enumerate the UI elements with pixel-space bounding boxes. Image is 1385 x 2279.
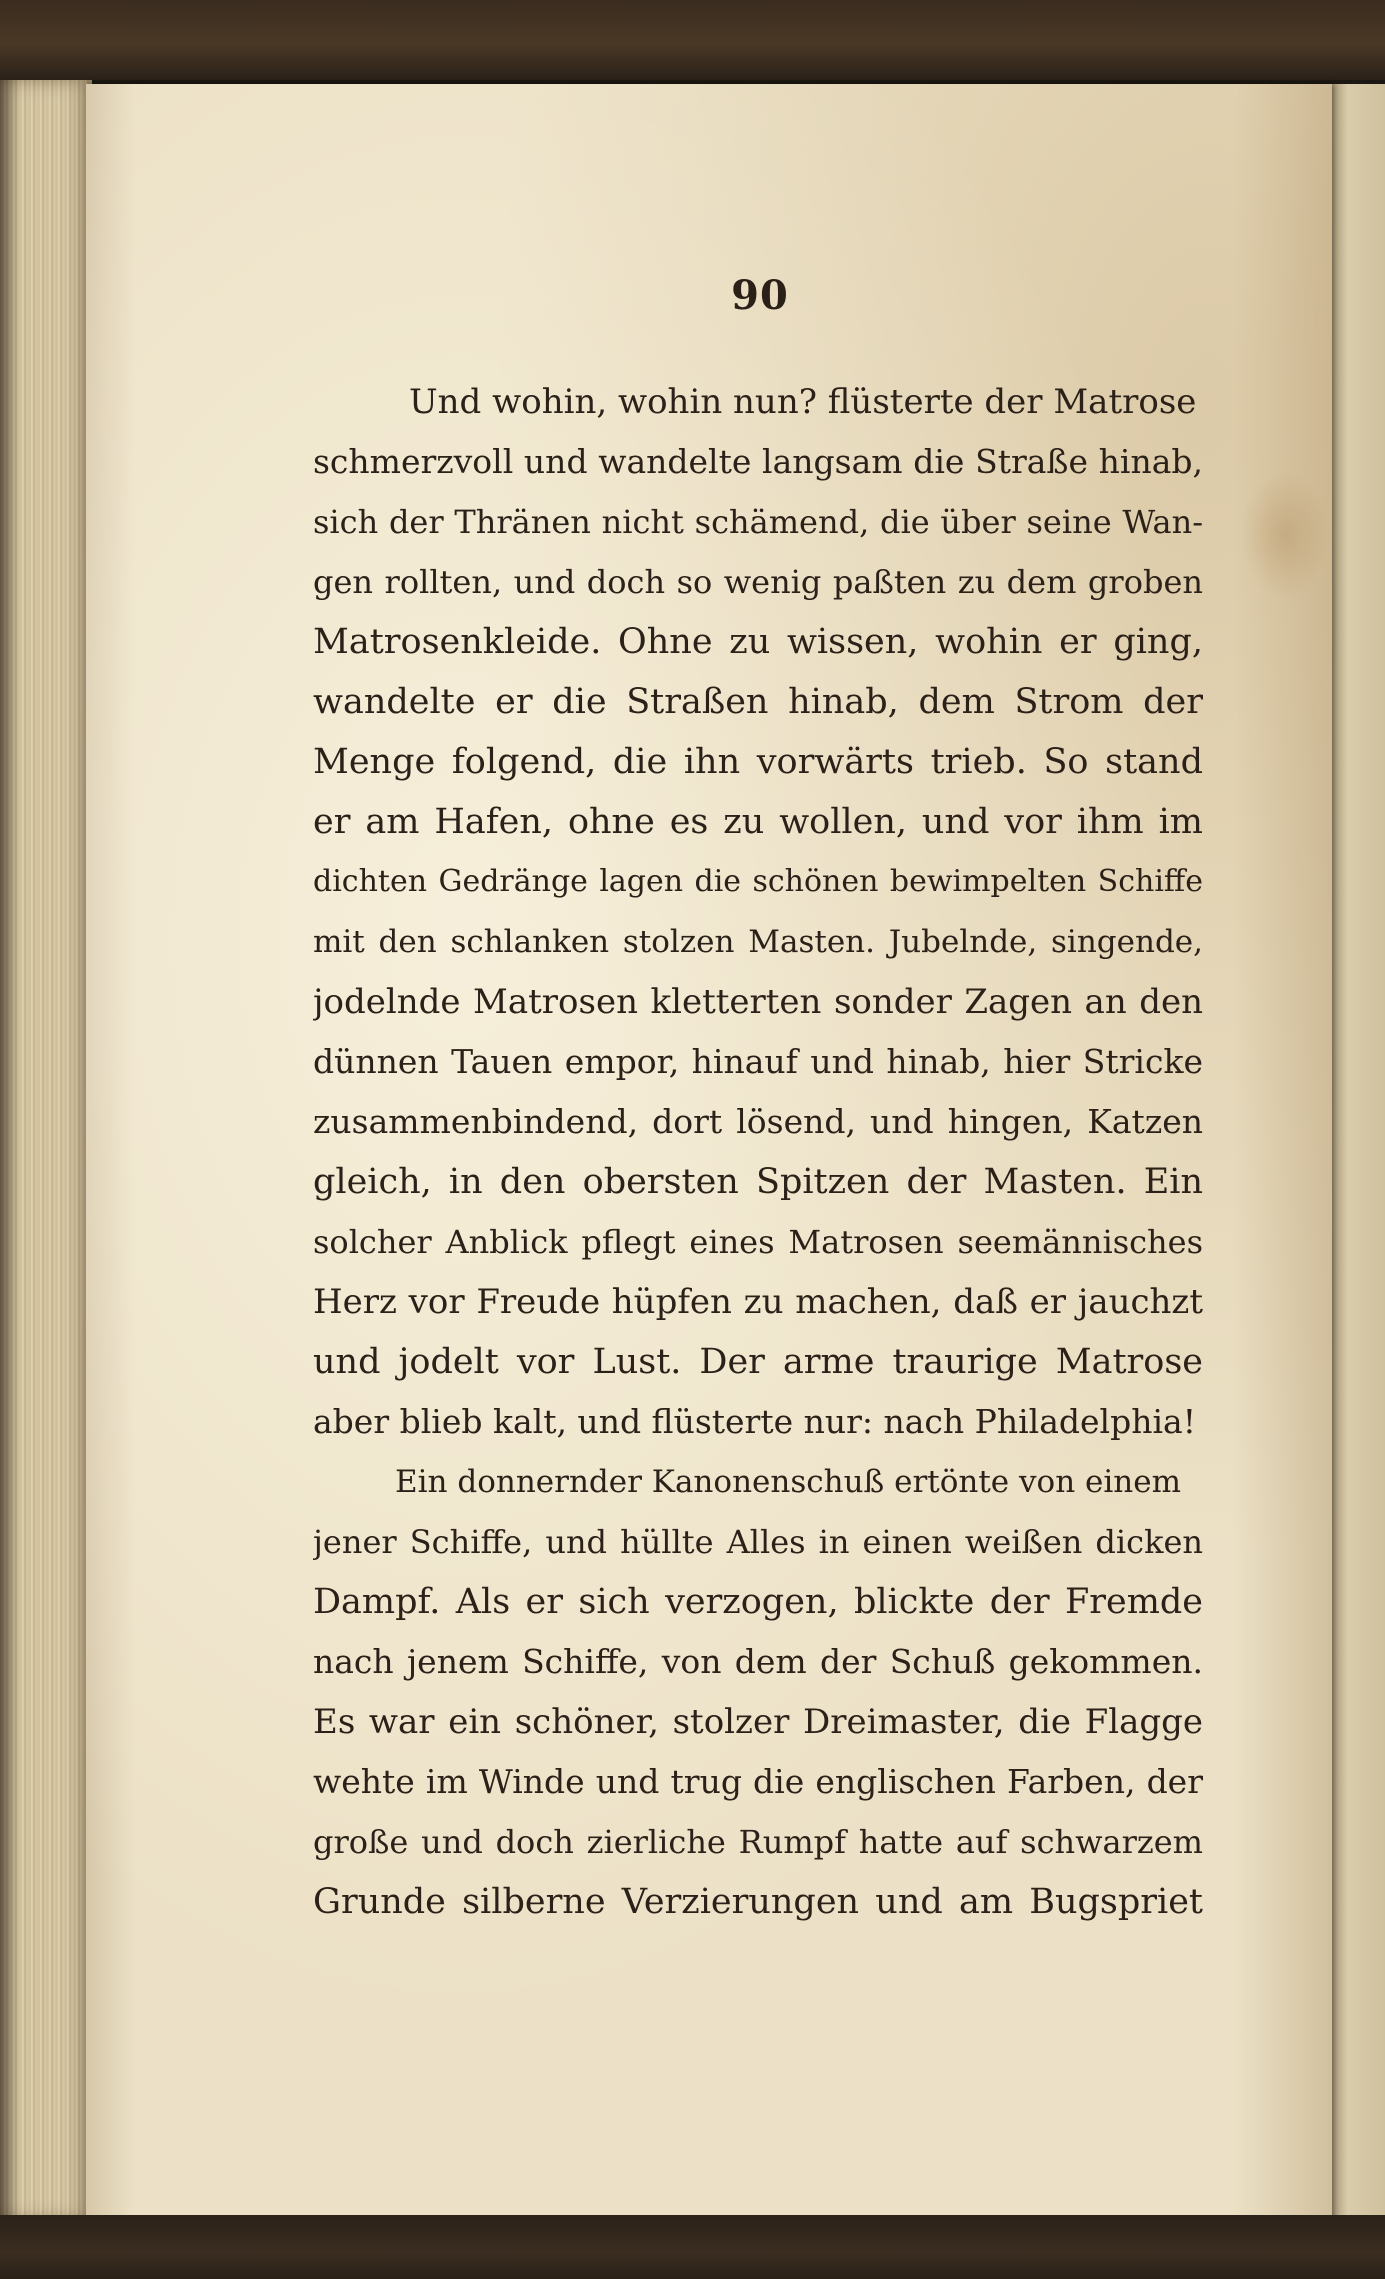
text-line: jener Schiffe, und hüllte Alles in einen weißen dicken: [313, 1523, 1203, 1561]
text-line: dünnen Tauen empor, hinauf und hinab, hier Stricke: [313, 1042, 1203, 1081]
text-line: zusammenbindend, dort lösend, und hingen, Katzen: [313, 1102, 1203, 1141]
text-line: aber blieb kalt, und flüsterte nur: nach Philadelphia!: [313, 1402, 1196, 1441]
text-line: solcher Anblick pflegt eines Matrosen seemännisches: [313, 1223, 1203, 1261]
text-line: Herz vor Freude hüpfen zu machen, daß er jauchzt: [313, 1282, 1203, 1322]
text-line: Dampf. Als er sich verzogen, blickte der Fremde: [313, 1582, 1203, 1622]
text-line: und jodelt vor Lust. Der arme traurige Matrose: [313, 1342, 1203, 1382]
text-line: schmerzvoll und wandelte langsam die Straße hinab,: [313, 442, 1203, 481]
text-line: sich der Thränen nicht schämend, die über seine Wan-: [313, 503, 1203, 541]
text-line: nach jenem Schiffe, von dem der Schuß gekommen.: [313, 1642, 1203, 1681]
body-text: [313, 372, 1203, 1932]
page-number: 90: [731, 272, 789, 319]
paper-stain: [1240, 470, 1330, 600]
text-line: Grunde silberne Verzierungen und am Bugspriet: [313, 1882, 1203, 1922]
text-line: gleich, in den obersten Spitzen der Masten. Ein: [313, 1162, 1203, 1202]
book-cover-top-edge: [0, 0, 1385, 80]
text-line: wandelte er die Straßen hinab, dem Strom der: [313, 682, 1203, 722]
text-line: Matrosenkleide. Ohne zu wissen, wohin er ging,: [313, 622, 1203, 662]
text-line: große und doch zierliche Rumpf hatte auf schwarzem: [313, 1823, 1203, 1861]
text-line: Und wohin, wohin nun? flüsterte der Matrose: [409, 382, 1197, 422]
text-line: dichten Gedränge lagen die schönen bewimpelten Schiffe: [313, 864, 1203, 899]
text-line: gen rollten, und doch so wenig paßten zu dem groben: [313, 563, 1203, 601]
book-cover-bottom-edge: [0, 2215, 1385, 2279]
text-line: Ein donnernder Kanonenschuß ertönte von einem: [395, 1464, 1181, 1500]
adjacent-page-edge: [1332, 84, 1385, 2220]
text-line: wehte im Winde und trug die englischen Farben, der: [313, 1762, 1203, 1801]
text-line: jodelnde Matrosen kletterten sonder Zagen an den: [313, 982, 1203, 1022]
page-stack-shadow: [0, 80, 20, 2220]
text-line: er am Hafen, ohne es zu wollen, und vor ihm im: [313, 802, 1203, 842]
text-line: Menge folgend, die ihn vorwärts trieb. So stand: [313, 742, 1203, 782]
text-line: Es war ein schöner, stolzer Dreimaster, die Flagge: [313, 1702, 1203, 1742]
text-line: mit den schlanken stolzen Masten. Jubelnde, singende,: [313, 924, 1203, 960]
